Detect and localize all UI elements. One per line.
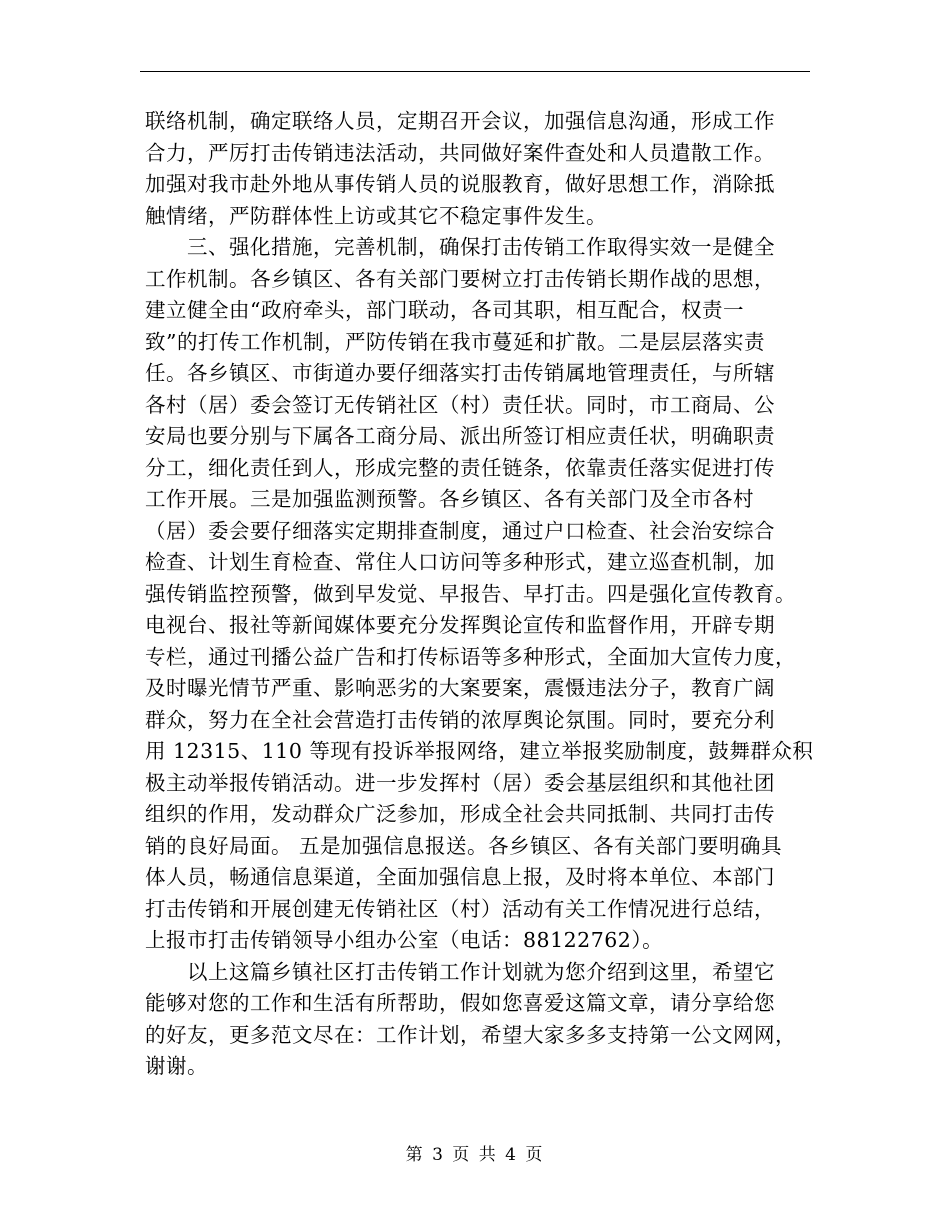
- text-line: 能够对您的工作和生活有所帮助，假如您喜爱这篇文章，请分享给您: [145, 991, 775, 1015]
- text-line: 检查、计划生育检查、常住人口访问等多种形式，建立巡查机制，加: [145, 550, 775, 574]
- text-line: 群众，努力在全社会营造打击传销的浓厚舆论氛围。同时，要充分利: [145, 707, 775, 732]
- text-line: 用 12315、110 等现有投诉举报网络，建立举报奖励制度，鼓舞群众积: [145, 739, 814, 763]
- text-line: 各村（居）委会签订无传销社区（村）责任状。同时，市工商局、公: [145, 392, 775, 417]
- text-line: 组织的作用，发动群众广泛参加，形成全社会共同抵制、共同打击传: [145, 802, 775, 826]
- text-line: 工作机制。各乡镇区、各有关部门要树立打击传销长期作战的思想，: [145, 266, 775, 291]
- header-rule: [140, 71, 810, 72]
- text-line: 谢谢。: [145, 1054, 208, 1078]
- text-line: 上报市打击传销领导小组办公室（电话：88122762）。: [145, 928, 664, 952]
- text-line: 联络机制，确定联络人员，定期召开会议，加强信息沟通，形成工作: [145, 109, 775, 133]
- text-line: 分工，细化责任到人，形成完整的责任链条，依靠责任落实促进打传: [145, 455, 775, 480]
- text-line: 及时曝光情节严重、影响恶劣的大案要案，震慑违法分子，教育广阔: [145, 676, 775, 700]
- text-line: 三、强化措施，完善机制，确保打击传销工作取得实效一是健全: [187, 235, 775, 259]
- text-line: 安局也要分别与下属各工商分局、派出所签订相应责任状，明确职责: [145, 424, 775, 448]
- text-line: 销的良好局面。 五是加强信息报送。各乡镇区、各有关部门要明确具: [145, 833, 783, 858]
- text-line: 体人员，畅通信息渠道，全面加强信息上报，及时将本单位、本部门: [145, 865, 775, 889]
- text-line: 以上这篇乡镇社区打击传销工作计划就为您介绍到这里，希望它: [187, 959, 775, 984]
- text-line: 触情绪，严防群体性上访或其它不稳定事件发生。: [145, 203, 607, 228]
- text-line: 强传销监控预警，做到早发觉、早报告、早打击。四是强化宣传教育。: [145, 581, 796, 606]
- page-footer: 第 3 页 共 4 页: [405, 1145, 545, 1165]
- text-line: 任。各乡镇区、市街道办要仔细落实打击传销属地管理责任，与所辖: [145, 361, 775, 385]
- text-line: 打击传销和开展创建无传销社区（村）活动有关工作情况进行总结，: [145, 896, 775, 921]
- text-line: 电视台、报社等新闻媒体要充分发挥舆论宣传和监督作用，开辟专期: [145, 613, 775, 637]
- text-line: 致”的打传工作机制，严防传销在我市蔓延和扩散。二是层层落实责: [145, 329, 765, 354]
- text-line: 合力，严厉打击传销违法活动，共同做好案件查处和人员遣散工作。: [145, 140, 775, 165]
- text-line: 加强对我市赴外地从事传销人员的说服教育，做好思想工作，消除抵: [145, 172, 775, 196]
- text-line: 建立健全由“政府牵头，部门联动，各司其职，相互配合，权责一: [145, 298, 744, 322]
- text-line: （居）委会要仔细落实定期排查制度，通过户口检查、社会治安综合: [145, 518, 775, 543]
- text-line: 极主动举报传销活动。进一步发挥村（居）委会基层组织和其他社团: [145, 770, 775, 795]
- text-line: 专栏，通过刊播公益广告和打传标语等多种形式，全面加大宣传力度，: [145, 644, 796, 669]
- text-line: 的好友，更多范文尽在：工作计划，希望大家多多支持第一公文网网，: [145, 1022, 796, 1047]
- text-line: 工作开展。三是加强监测预警。各乡镇区、各有关部门及全市各村: [145, 487, 754, 511]
- body-text: [145, 106, 814, 1083]
